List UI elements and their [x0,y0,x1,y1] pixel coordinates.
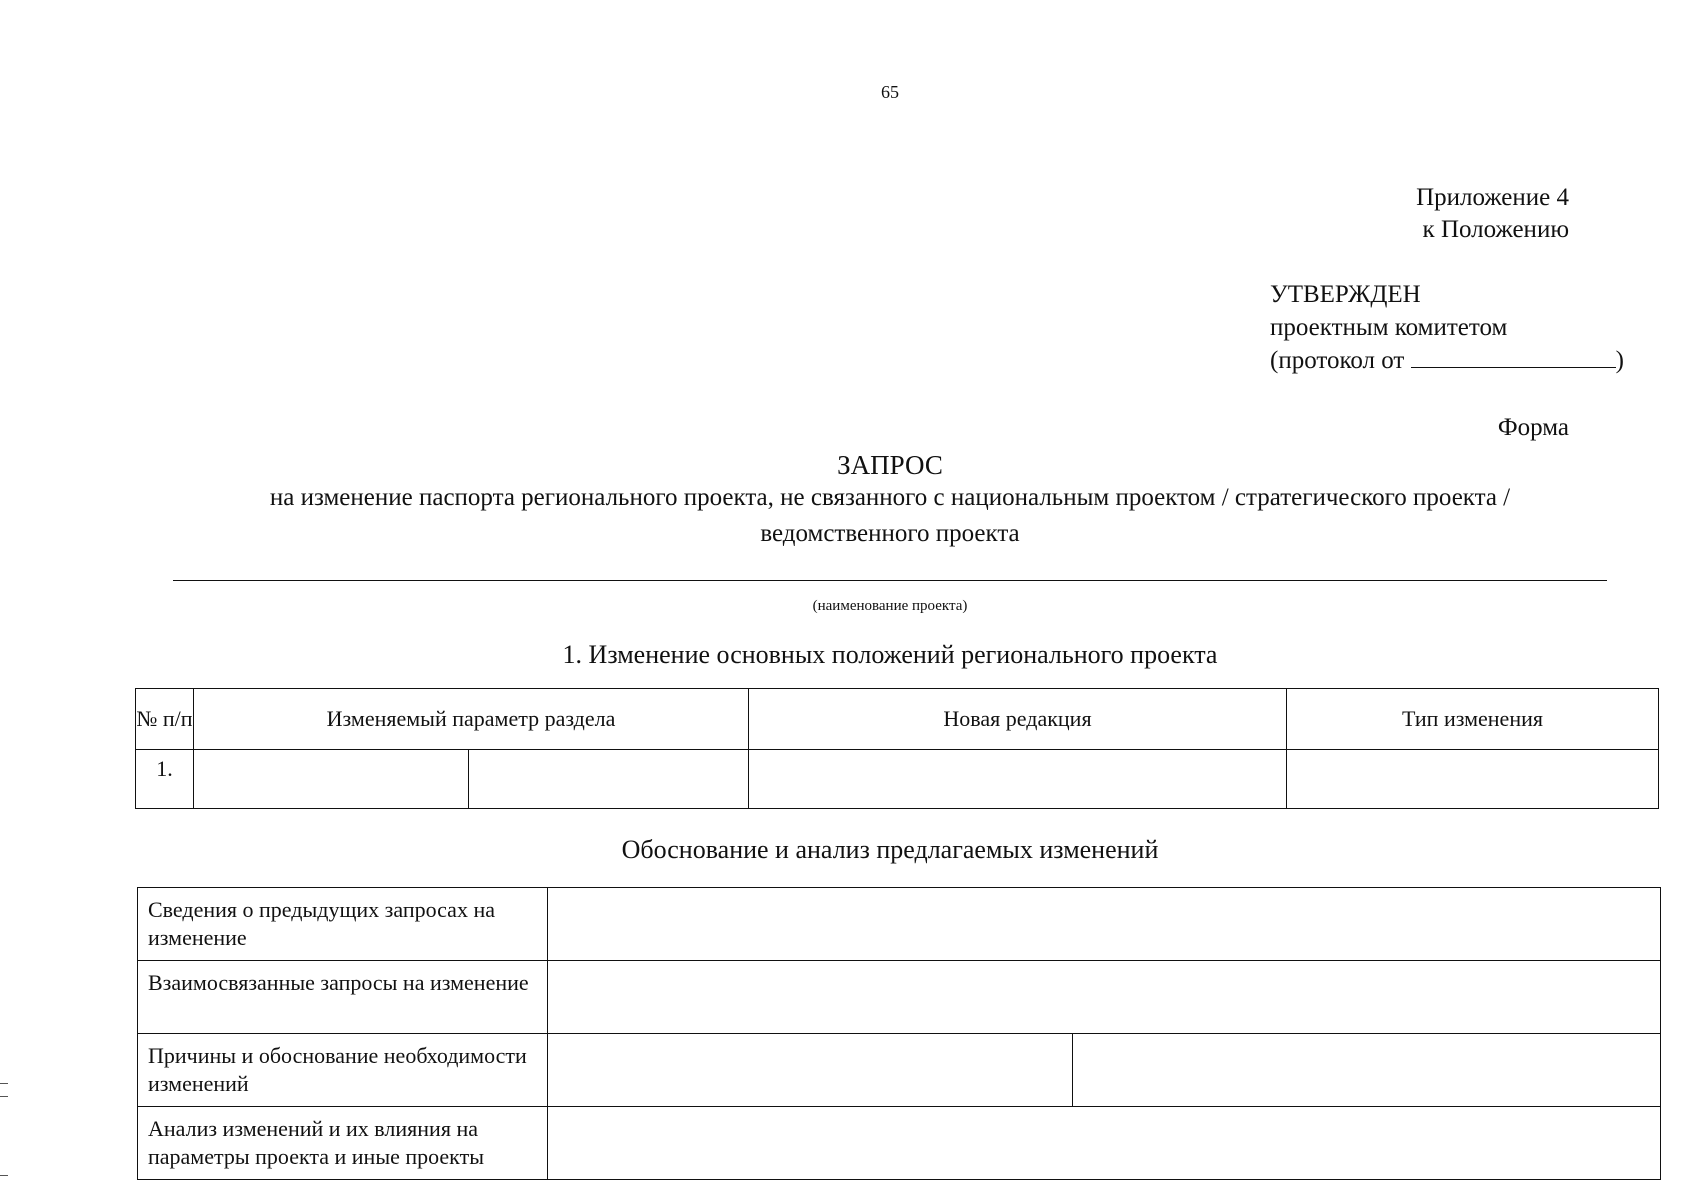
changes-table [135,688,1659,809]
protocol-suffix: ) [1615,347,1624,374]
table-header-row [136,689,1659,750]
change-type-cell[interactable] [1287,750,1659,809]
approved-protocol [1270,344,1624,377]
table-row [136,750,1659,809]
analysis-value[interactable] [548,1107,1661,1180]
analysis-label: Анализ изменений и их влияния на параметры проекта и иные проекты [138,1107,548,1180]
reasons-label: Причины и обоснование необходимости изменений [138,1034,548,1107]
section2-heading: Обоснование и анализ предлагаемых изменений [621,835,1159,864]
related-requests-value[interactable] [548,961,1661,1034]
margin-mark [0,1175,8,1176]
project-name-caption: (наименование проекта) [812,598,968,614]
table-row [138,888,1661,961]
margin-mark [0,1083,8,1097]
table-row [138,1034,1661,1107]
col-header-parameter: Изменяемый параметр раздела [194,689,749,750]
reasons-value-a[interactable] [548,1034,1073,1107]
protocol-prefix: (протокол от [1270,347,1405,374]
col-header-new-edition: Новая редакция [749,689,1287,750]
document-subtitle: на изменение паспорта регионального проекта, не связанного с национальным проектом / стратегического проекта / ведомственного проекта [269,484,1511,547]
parameter-cell-a[interactable] [194,750,469,809]
appendix-line-2: к Положению [1422,216,1569,243]
approved-heading: УТВЕРЖДЕН [1270,281,1421,308]
approved-line-1: проектным комитетом [1270,314,1508,341]
project-name-field[interactable] [173,580,1607,581]
justification-table [137,887,1661,1180]
appendix-line-1: Приложение 4 [1416,184,1569,211]
col-header-change-type: Тип изменения [1287,689,1659,750]
form-label: Форма [1497,414,1569,441]
reasons-value-b[interactable] [1073,1034,1661,1107]
document-title: ЗАПРОС [837,450,943,480]
page-number: 65 [881,82,899,102]
table-row [138,961,1661,1034]
section1-heading: 1. Изменение основных положений регионального проекта [562,640,1218,669]
table-row [138,1107,1661,1180]
new-edition-cell[interactable] [749,750,1287,809]
parameter-cell-b[interactable] [469,750,749,809]
col-header-number: № п/п [136,689,194,750]
related-requests-label: Взаимосвязанные запросы на изменение [138,961,548,1034]
protocol-date-field[interactable] [1411,345,1616,368]
previous-requests-value[interactable] [548,888,1661,961]
row-number: 1. [136,750,194,809]
previous-requests-label: Сведения о предыдущих запросах на изменение [138,888,548,961]
approved-block [1270,278,1624,377]
